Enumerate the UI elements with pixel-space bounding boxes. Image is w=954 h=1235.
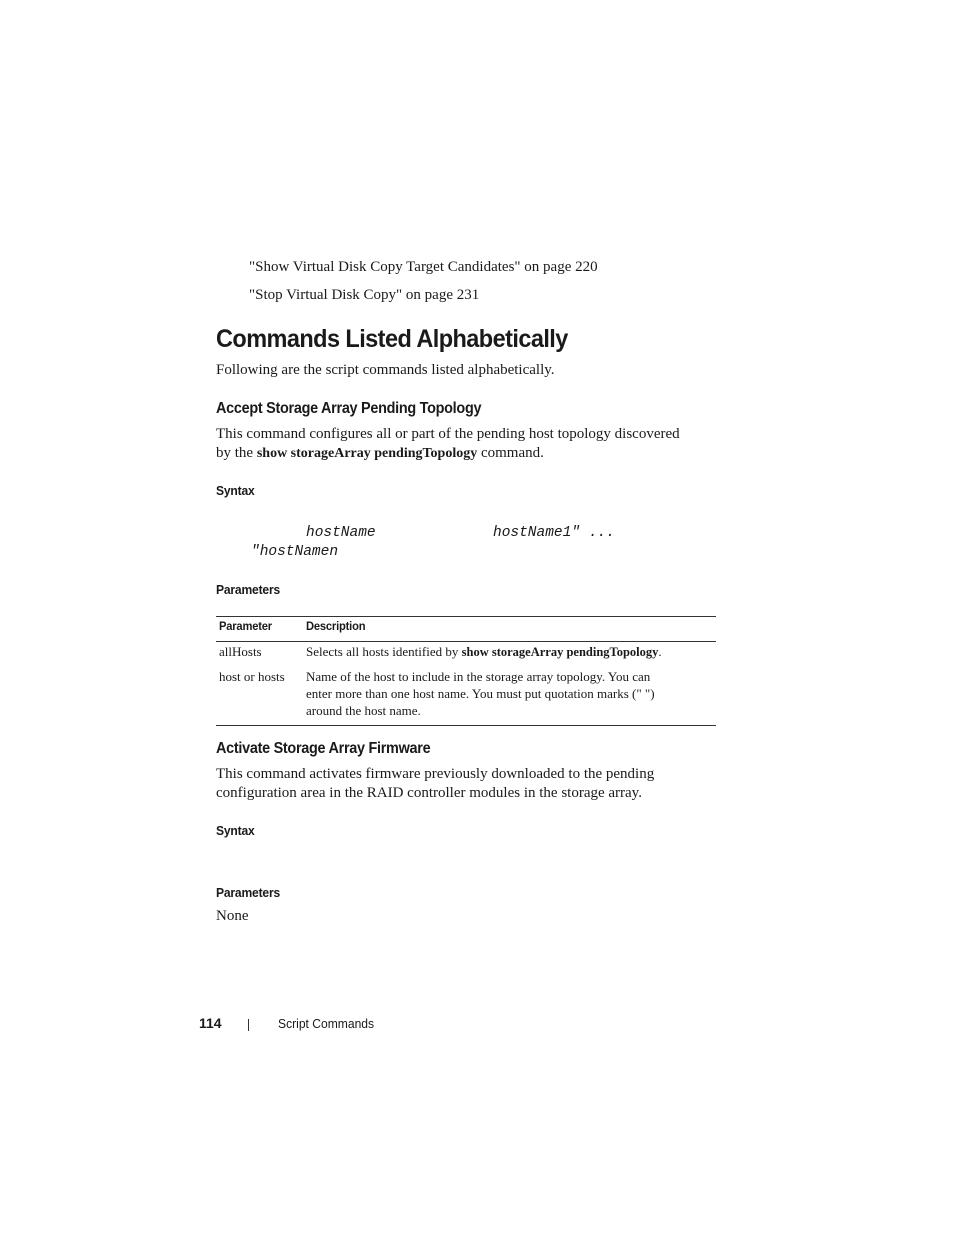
description-text: by the <box>216 445 257 461</box>
table-top-rule <box>216 616 716 617</box>
parameters-heading: Parameters <box>216 582 281 597</box>
section-title: Commands Listed Alphabetically <box>216 325 568 353</box>
parameters-heading: Parameters <box>216 885 281 900</box>
table-header-parameter: Parameter <box>219 619 272 633</box>
table-cell-description <box>306 643 662 661</box>
syntax-token-hostname: hostName <box>306 525 376 541</box>
table-cell-param: host or hosts <box>219 669 285 684</box>
description-text: . <box>658 644 662 659</box>
command-description-line: This command activates firmware previously downloaded to the pending <box>216 766 655 782</box>
syntax-token-hostname1: hostName1" ... <box>493 525 615 541</box>
table-cell-param: allHosts <box>219 644 262 659</box>
syntax-heading: Syntax <box>216 483 255 498</box>
syntax-heading: Syntax <box>216 823 255 838</box>
table-header-rule <box>216 641 716 642</box>
parameters-value: None <box>216 908 249 924</box>
command-title-activate-firmware: Activate Storage Array Firmware <box>216 740 431 757</box>
footer-separator <box>248 1019 249 1031</box>
command-reference: show storageArray pendingTopology <box>461 645 659 659</box>
command-reference: show storageArray pendingTopology <box>256 446 478 461</box>
command-description-line <box>216 444 544 463</box>
table-cell-description-line: Name of the host to include in the storage array topology. You can <box>306 669 651 684</box>
table-cell-description-line: enter more than one host name. You must put quotation marks (" ") <box>306 686 655 701</box>
command-description-line: configuration area in the RAID controller modules in the storage array. <box>216 785 642 801</box>
description-text: Selects all hosts identified by <box>306 644 462 659</box>
section-intro: Following are the script commands listed alphabetically. <box>216 362 555 378</box>
page-number: 114 <box>199 1015 222 1031</box>
table-header-description: Description <box>306 619 366 633</box>
table-bottom-rule <box>216 725 716 726</box>
footer-chapter-title: Script Commands <box>278 1016 375 1031</box>
description-text: command. <box>477 445 544 461</box>
command-description-line: This command configures all or part of the pending host topology discovered <box>216 426 680 442</box>
table-cell-description-line: around the host name. <box>306 703 421 718</box>
xref-show-virtual-disk-copy-target-candidates[interactable]: "Show Virtual Disk Copy Target Candidates" on page 220 <box>249 259 598 275</box>
command-title-accept-topology: Accept Storage Array Pending Topology <box>216 400 482 417</box>
syntax-token-hostnamen: "hostNamen <box>251 544 339 560</box>
xref-stop-virtual-disk-copy[interactable]: "Stop Virtual Disk Copy" on page 231 <box>249 287 480 303</box>
